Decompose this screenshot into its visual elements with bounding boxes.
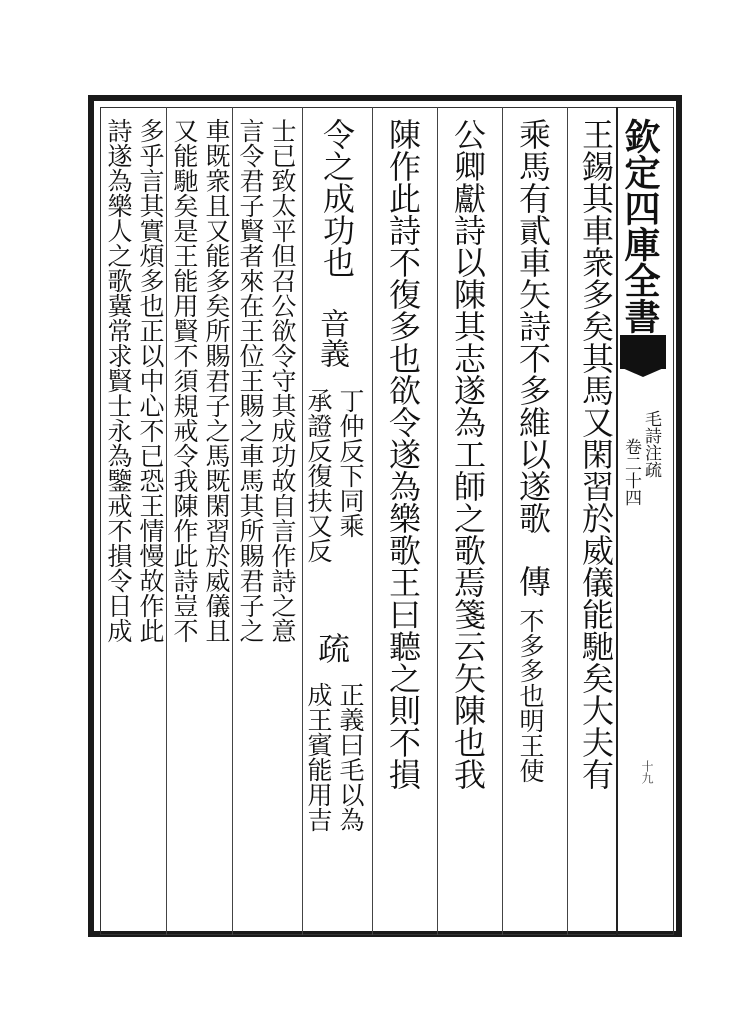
book-title: 欽定四庫全書 [619, 118, 661, 334]
yinyi-note-pair [306, 388, 366, 618]
yinyi-note-left: 承證反復扶又反 [304, 388, 333, 563]
commentary-line: 車既衆且又能多矣所賜君子之馬既閑習於威儀且 [202, 118, 231, 643]
text-column-4: 陳作此詩不復多也欲令遂為樂歌王曰聽之則不損 [384, 118, 422, 790]
column-rule [232, 107, 233, 935]
commentary-line: 詩遂為樂人之歌冀常求賢士永為鑒戒不損令日成 [104, 118, 133, 643]
shu-note-left: 成王賓能用吉 [304, 682, 333, 832]
commentary-pair-1 [238, 118, 298, 928]
column-rule [567, 107, 568, 935]
column-rule [372, 107, 373, 935]
commentary-line: 多乎言其實煩多也正以中心不已恐王情慢故作此 [136, 118, 165, 643]
commentary-line: 言令君子賢者來在王位王賜之車馬其所賜君子之 [236, 118, 265, 643]
commentary-line: 又能馳矣是王能用賢不須規戒令我陳作此詩豈不 [170, 118, 199, 643]
shu-note-right: 正義曰毛以為 [336, 682, 365, 832]
column-rule [437, 107, 438, 935]
column-rule [166, 107, 167, 935]
commentary-pair-2 [172, 118, 232, 928]
commentary-line: 士已致太平但召公欲令守其成功故自言作詩之意 [268, 118, 297, 643]
volume-label: 卷二十四 [621, 438, 641, 506]
shu-marker: 疏 [313, 632, 351, 664]
text-column-1: 王錫其車衆多矣其馬又閑習於威儀能馳矣大夫有 [577, 118, 615, 790]
fish-tail-mark [620, 335, 666, 369]
yinyi-marker: 音義 [314, 308, 349, 368]
section-label: 毛詩注疏 [641, 410, 661, 478]
commentary-pair-3 [106, 118, 166, 928]
text-column-5: 令之成功也 [318, 118, 356, 278]
chuan-note: 不多多也明王使 [516, 608, 545, 783]
text-column-3: 公卿獻詩以陳其志遂為工師之歌焉箋云矢陳也我 [449, 118, 487, 790]
column-rule [502, 107, 503, 935]
chuan-marker: 傳 [514, 565, 552, 597]
text-column-2: 乘馬有貳車矢詩不多維以遂歌 [514, 118, 552, 534]
leaf-number: 十九 [640, 760, 654, 784]
yinyi-note-right: 丁仲反下同乘 [336, 388, 365, 538]
shu-note-pair [306, 682, 366, 922]
